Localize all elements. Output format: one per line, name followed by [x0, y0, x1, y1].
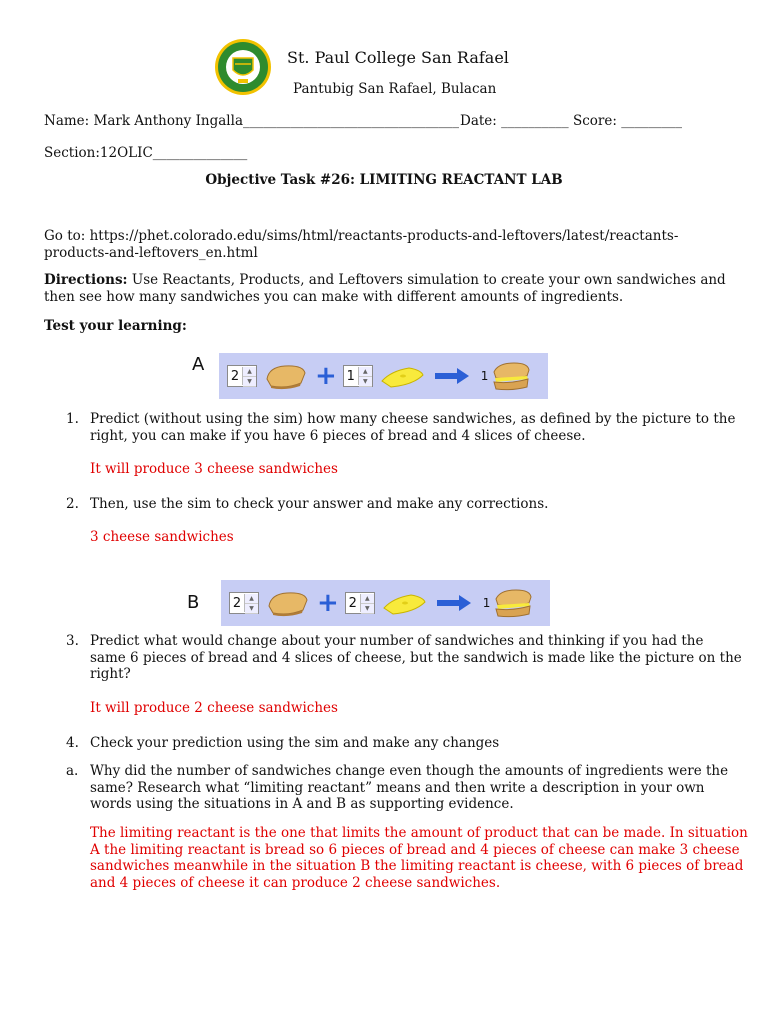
question-4: Check your prediction using the sim and make any changes — [90, 735, 500, 751]
school-seal — [214, 38, 272, 96]
school-address: Pantubig San Rafael, Bulacan — [293, 81, 497, 97]
question-1-line-2: right, you can make if you have 6 pieces of bread and 4 slices of cheese. — [90, 427, 586, 444]
increment-arrow-icon[interactable]: ▲ — [361, 594, 374, 604]
question-1 — [90, 411, 735, 444]
question-a-line-1: Why did the number of sandwiches change even though the amounts of ingredients were the — [90, 763, 729, 779]
test-heading: Test your learning: — [44, 318, 187, 334]
directions — [44, 272, 726, 305]
question-3-number: 3. — [66, 633, 79, 649]
question-1-line-1: Predict (without using the sim) how many cheese sandwiches, as defined by the picture to the — [90, 411, 736, 427]
question-1-number: 1. — [66, 411, 79, 427]
sandwich-count: 1 — [482, 596, 491, 610]
question-3-line-3: right? — [90, 666, 131, 682]
bread-quantity: 2 — [232, 595, 242, 611]
question-3 — [90, 633, 742, 683]
sim-b-equation — [221, 580, 550, 626]
bread-icon — [263, 361, 309, 391]
cheese-quantity: 2 — [348, 595, 357, 611]
decrement-arrow-icon[interactable]: ▼ — [361, 604, 374, 614]
page-title: Objective Task #26: LIMITING REACTANT LAB — [205, 172, 563, 188]
increment-arrow-icon[interactable]: ▲ — [243, 367, 256, 377]
sim-a-equation — [219, 353, 548, 399]
bread-quantity-stepper[interactable] — [227, 365, 257, 387]
sandwich-icon — [490, 360, 532, 392]
question-a-line-3: words using the situations in A and B as supporting evidence. — [90, 796, 514, 812]
question-4-number: 4. — [66, 735, 79, 751]
sandwich-count: 1 — [480, 369, 489, 383]
cheese-quantity-stepper[interactable] — [343, 365, 373, 387]
arrow-right-icon — [435, 593, 473, 613]
question-2: Then, use the sim to check your answer and make any corrections. — [90, 496, 549, 512]
cheese-icon — [379, 361, 425, 391]
question-a — [90, 763, 728, 813]
question-3-line-2: same 6 pieces of bread and 4 slices of cheese, but the sandwich is made like the picture on the — [90, 649, 742, 666]
goto-link[interactable] — [44, 228, 678, 261]
plus-icon: + — [315, 361, 337, 391]
answer-a-line-4: and 4 pieces of cheese it can produce 2 cheese sandwiches. — [90, 874, 501, 891]
increment-arrow-icon[interactable]: ▲ — [245, 594, 258, 604]
cheese-icon — [381, 588, 427, 618]
arrow-right-icon — [433, 366, 471, 386]
directions-line-2: then see how many sandwiches you can make with different amounts of ingredients. — [44, 288, 624, 305]
answer-1: It will produce 3 cheese sandwiches — [90, 461, 338, 477]
directions-label: Directions: — [44, 272, 128, 288]
goto-line-2: products-and-leftovers_en.html — [44, 244, 258, 261]
increment-arrow-icon[interactable]: ▲ — [359, 367, 372, 377]
decrement-arrow-icon[interactable]: ▼ — [245, 604, 258, 614]
sim-a-label: A — [192, 354, 205, 375]
plus-icon: + — [317, 588, 339, 618]
goto-line-1: Go to: https://phet.colorado.edu/sims/html/reactants-products-and-leftovers/latest/reactants- — [44, 228, 679, 244]
question-3-line-1: Predict what would change about your number of sandwiches and thinking if you had the — [90, 633, 704, 649]
bread-quantity-stepper[interactable] — [229, 592, 259, 614]
cheese-quantity-stepper[interactable] — [345, 592, 375, 614]
section-field: Section:12OLIC______________ — [44, 145, 248, 161]
bread-quantity: 2 — [230, 368, 240, 384]
question-a-number: a. — [66, 763, 79, 779]
question-a-line-2: same? Research what “limiting reactant” means and then write a description in your own — [90, 779, 705, 796]
directions-line-1: Use Reactants, Products, and Leftovers simulation to create your own sandwiches and — [127, 272, 726, 288]
date-field: Date: __________ — [460, 113, 569, 129]
sim-b-label: B — [187, 592, 200, 613]
decrement-arrow-icon[interactable]: ▼ — [243, 377, 256, 387]
answer-a — [90, 825, 748, 891]
answer-a-line-3: sandwiches meanwhile in the situation B the limiting reactant is cheese, with 6 pieces of bread — [90, 858, 744, 874]
answer-2: 3 cheese sandwiches — [90, 529, 234, 545]
answer-a-line-1: The limiting reactant is the one that limits the amount of product that can be made. In situation — [90, 825, 748, 841]
school-name: St. Paul College San Rafael — [287, 48, 509, 67]
answer-3: It will produce 2 cheese sandwiches — [90, 700, 338, 716]
score-field: Score: _________ — [573, 113, 682, 129]
cheese-quantity: 1 — [346, 368, 355, 384]
sandwich-icon — [492, 587, 534, 619]
bread-icon — [265, 588, 311, 618]
question-2-number: 2. — [66, 496, 79, 512]
decrement-arrow-icon[interactable]: ▼ — [359, 377, 372, 387]
answer-a-line-2: A the limiting reactant is bread so 6 pieces of bread and 4 pieces of cheese can make 3 cheese — [90, 841, 740, 858]
name-field: Name: Mark Anthony Ingalla________________________________ — [44, 113, 459, 129]
